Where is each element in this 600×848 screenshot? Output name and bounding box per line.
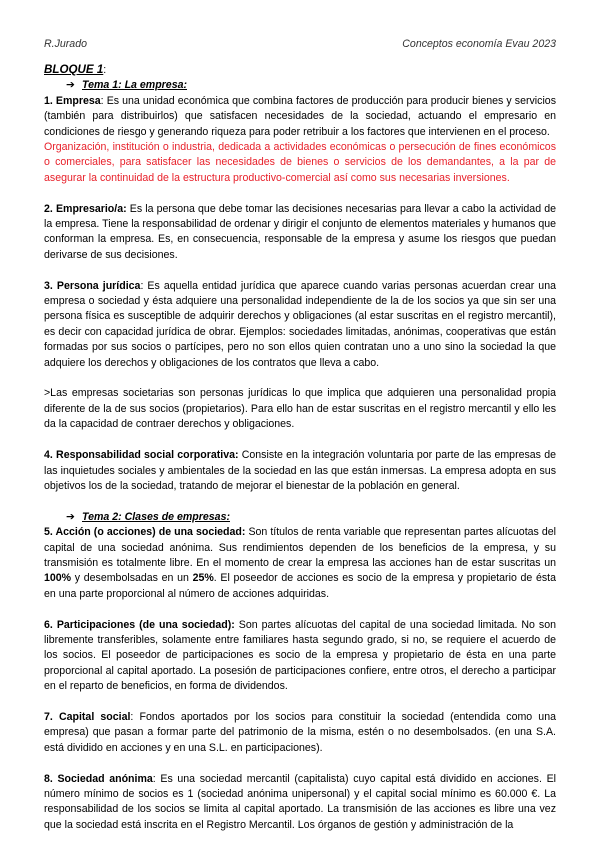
definition-rsc <box>44 448 556 494</box>
topic-heading-2 <box>66 510 556 525</box>
term-persona-juridica: 3. Persona jurídica <box>44 279 141 292</box>
term-accion: 5. Acción (o acciones) de una sociedad: <box>44 526 246 539</box>
term-rsc: 4. Responsabilidad social corporativa: <box>44 449 239 462</box>
text-accion-a: Son títulos de renta variable que representan partes alícuotas del capital de una sociedad anónima. Sus rendimientos dependen de los beneficios de la empresa, y su transmisión es totalmente libre. En el momento de crear la empresa las acciones han de estar suscritas un <box>44 526 556 569</box>
block-heading <box>44 62 556 78</box>
term-capital-social: 7. Capital social <box>44 710 131 723</box>
definition-capital-social <box>44 710 556 756</box>
page-header <box>44 38 556 50</box>
text-accion-b: y desembolsadas en un <box>71 572 193 585</box>
block-title: BLOQUE 1 <box>44 63 104 76</box>
definition-accion <box>44 525 556 602</box>
header-author: R.Jurado <box>44 38 87 50</box>
text-rsc: Consiste en la integración voluntaria por parte de las empresas de las inquietudes sociales y ambientales de la sociedad en las que están inmersas. La empresa adopta en sus objetivos los de la sociedad, tratando de mejorar el bienestar de la población en general. <box>44 449 556 492</box>
arrow-icon: ➔ <box>66 510 75 523</box>
term-empresario: 2. Empresario/a: <box>44 202 127 215</box>
term-empresa: 1. Empresa <box>44 94 101 107</box>
arrow-icon: ➔ <box>66 79 75 92</box>
header-doc-title: Conceptos economía Evau 2023 <box>402 38 556 50</box>
topic-title-2: Tema 2: Clases de empresas: <box>82 510 230 523</box>
term-participaciones: 6. Participaciones (de una sociedad): <box>44 618 235 631</box>
definition-participaciones <box>44 618 556 695</box>
text-accion-c: . El poseedor de acciones es socio de la empresa y propietario de ésta en una parte proporcional al número de acciones adquiridas. <box>44 572 556 600</box>
text-persona-juridica: : Es aquella entidad jurídica que aparece cuando varias personas acuerdan crear una empresa o sociedad y ésta adquiere una personalidad independiente de la de los socios ya que sin ser una persona física es susceptible de adquirir derechos y obligaciones (al estar suscritas en el registro mercantil), es decir con capacidad jurídica de obrar. Ejemplos: sociedades limitadas, anónimas, cooperativas que están formadas por sus socios o partícipes, pero no son ellos quien contratan uno a uno sino la sociedad la que adquiere los derechos y obligaciones de los contratos que lleva a cabo. <box>44 279 556 369</box>
definition-sociedad-anonima <box>44 772 556 834</box>
text-empresario: Es la persona que debe tomar las decisiones necesarias para llevar a cabo la actividad de la empresa. Tiene la responsabilidad de ordenar y dirigir el conjunto de elementos materiales y humanos que conforman la empresa. Es, en consecuencia, responsable de la empresa y asume los riesgos que puedan derivarse de sus decisiones. <box>44 202 556 261</box>
block-colon: : <box>103 64 107 76</box>
text-sociedad-anonima: : Es una sociedad mercantil (capitalista) cuyo capital está dividido en acciones. El número mínimo de socios es 1 (sociedad anónima unipersonal) y el capital social mínimo es 60.000 €. La responsabilidad de los socios se limita al capital aportado. La transmisión de las acciones es libre una vez que la sociedad está inscrita en el Registro Mercantil. Los órganos de gestión y administración de la <box>44 772 556 831</box>
definition-empresario <box>44 202 556 264</box>
document-body <box>44 62 556 833</box>
text-participaciones: Son partes alícuotas del capital de una sociedad limitada. No son libremente transferibles, solamente entre familiares hasta segundo grado, si no, se requiere el acuerdo de los socios. El poseedor de participaciones es socio de la empresa y propietario de ésta en una parte proporcional al capital aportado. La posesión de participaciones confiere, entre otros, el derecho a participar en el reparto de beneficios, en forma de dividendos. <box>44 618 557 693</box>
definition-empresa <box>44 94 556 140</box>
topic-title-1: Tema 1: La empresa: <box>82 79 188 92</box>
text-capital-social: : Fondos aportados por los socios para constituir la sociedad (entendida como una empresa) que pasan a formar parte del patrimonio de la misma, estén o no desembolsados. (en una S.A. está dividido en acciones y en una S.L. en participaciones). <box>44 710 556 754</box>
pct-suscritas: 100% <box>44 572 72 585</box>
pct-desembolsadas: 25% <box>192 572 214 585</box>
topic-heading-1 <box>66 78 556 93</box>
text-empresa: : Es una unidad económica que combina factores de producción para producir bienes y servicios (también para distribuirlos) que satisfacen necesidades de la sociedad, actuando el empresario en condiciones de riesgo y generando riqueza para poder retribuir a los factores que intervienen en el proceso. <box>44 94 556 138</box>
definition-persona-juridica <box>44 279 556 371</box>
definition-empresa-alt: Organización, institución o industria, dedicada a actividades económicas o persecución de fines económicos o comerciales, para satisfacer las necesidades de bienes o servicios de los demandantes, a la par de asegurar la continuidad de la estructura productivo-comercial así como sus necesarias inversiones. <box>44 141 556 184</box>
note-persona-juridica: >Las empresas societarias son personas jurídicas lo que implica que adquieren una personalidad propia diferente de la de sus socios (propietarios). Para ello han de estar suscritas en el registro mercantil y ello les da la capacidad de contraer derechos y obligaciones. <box>44 387 556 431</box>
term-sociedad-anonima: 8. Sociedad anónima <box>44 772 153 785</box>
